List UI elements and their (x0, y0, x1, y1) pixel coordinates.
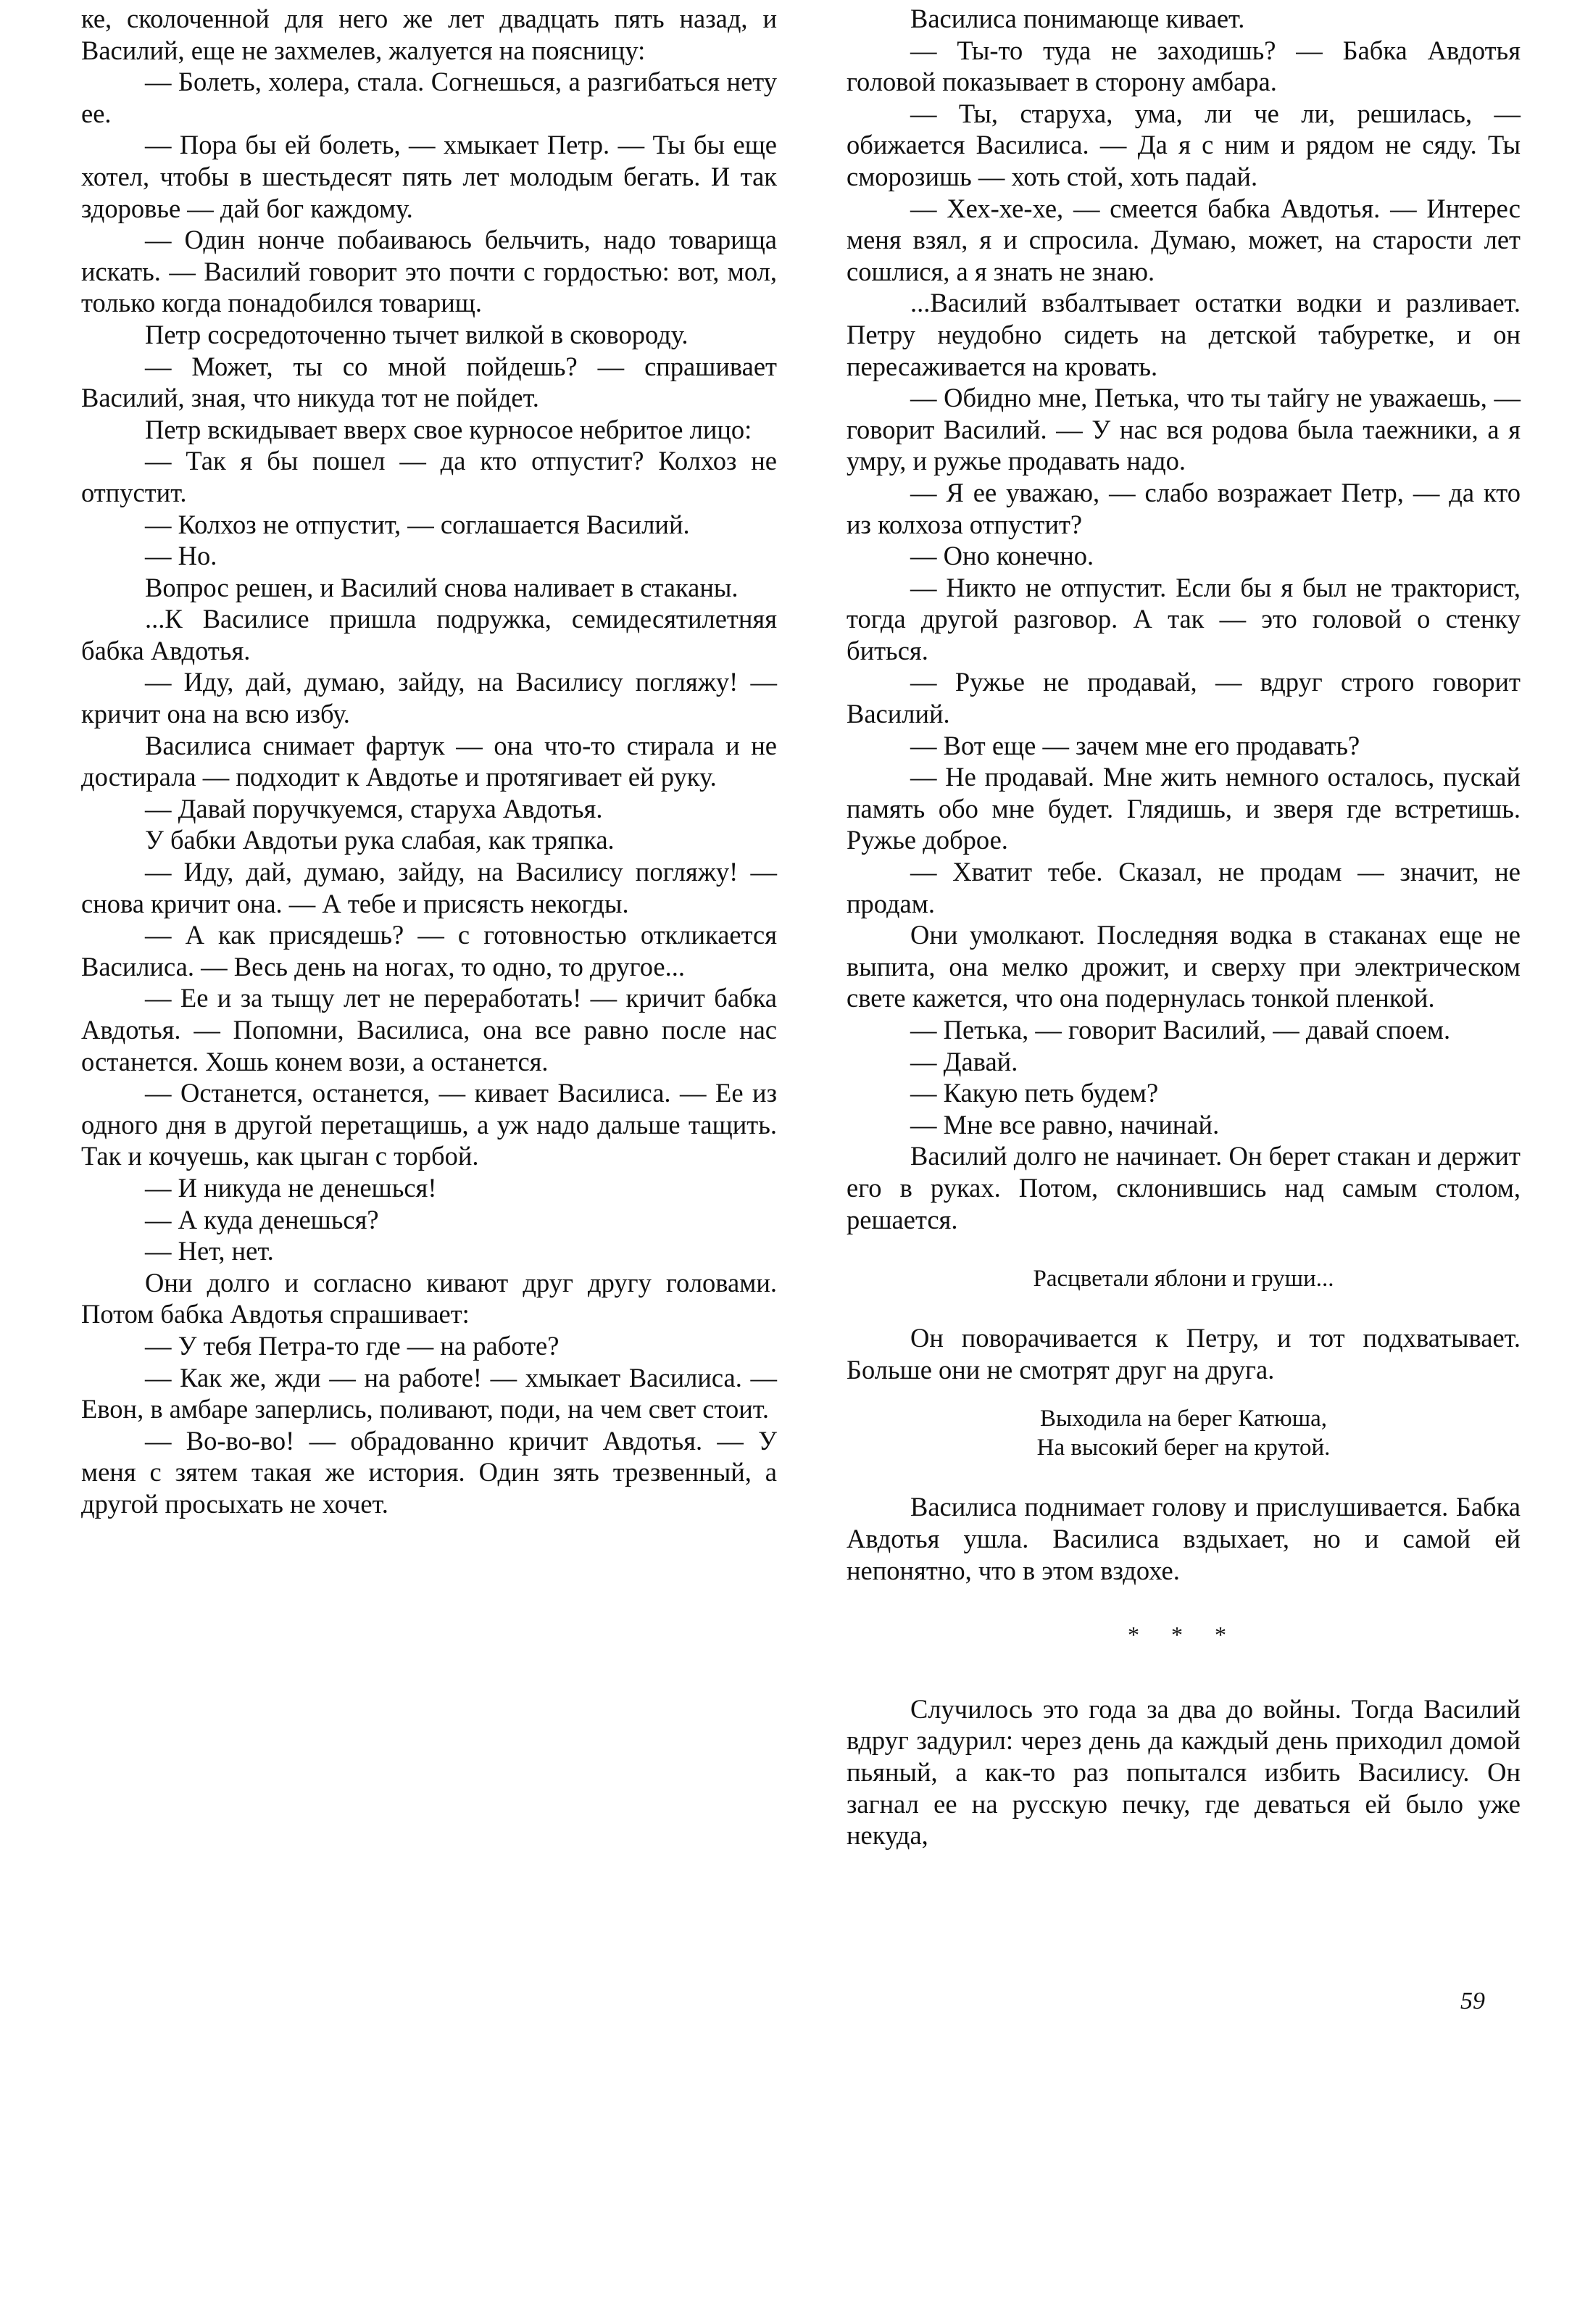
paragraph: — Так я бы пошел — да кто отпустит? Колхоз не отпустит. (81, 446, 777, 507)
song-line: Расцветали яблони и груши... (1033, 1266, 1334, 1292)
paragraph: — Ружье не продавай, — вдруг строго говорит Василий. (847, 667, 1521, 729)
paragraph: — Никто не отпустит. Если бы я был не тракторист, тогда другой разговор. А так — это головой о стенку биться. (847, 572, 1521, 665)
paragraph: — Хех-хе-хе, — смеется бабка Авдотья. — Интерес меня взял, я и спросила. Думаю, может, на старости лет сошлися, а я знать не знаю. (847, 193, 1521, 286)
paragraph: — Один нонче побаиваюсь бельчить, надо товарища искать. — Василий говорит это почти с гордостью: вот, мол, только когда понадобился товарищ. (81, 225, 777, 318)
paragraph: ...К Василисе пришла подружка, семидесятилетняя бабка Авдотья. (81, 604, 777, 665)
right-text-column (847, 3, 1521, 1851)
paragraph: Они умолкают. Последняя водка в стаканах еще не выпита, она мелко дрожит, и сверху при электрическом свете кажется, что она подернулась тонкой пленкой. (847, 920, 1521, 1013)
paragraph: Они долго и согласно кивают друг другу головами. Потом бабка Авдотья спрашивает: (81, 1267, 777, 1329)
paragraph: — Как же, жди — на работе! — хмыкает Василиса. — Евон, в амбаре заперлись, поливают, поди, на чем свет стоит. (81, 1362, 777, 1424)
paragraph: Случилось это года за два до войны. Тогда Василий вдруг задурил: через день да каждый день приходил домой пьяный, а как-то раз попытался избить Василису. Он загнал ее на русскую печку, где деваться ей было уже некуда, (847, 1693, 1521, 1851)
paragraph: — Ее и за тыщу лет не переработать! — кричит бабка Авдотья. — Попомни, Василиса, она все равно после нас останется. Хошь конем вози, а останется. (81, 983, 777, 1076)
paragraph: — Какую петь будем? (910, 1078, 1159, 1108)
song-line: На высокий берег на крутой. (1036, 1435, 1331, 1461)
paragraph: — Болеть, холера, стала. Согнешься, а разгибаться нету ее. (81, 67, 777, 128)
section-break: * * * (1128, 1622, 1239, 1648)
paragraph: — И никуда не денешься! (145, 1172, 437, 1203)
left-text-column (81, 3, 777, 1520)
paragraph: Василиса понимающе кивает. (910, 4, 1245, 33)
paragraph: — А куда денешься? (145, 1204, 379, 1234)
paragraph: — Давай поручкуемся, старуха Авдотья. (145, 793, 603, 823)
paragraph: Петр вскидывает вверх свое курносое небритое лицо: (145, 414, 752, 444)
paragraph: Василиса снимает фартук — она что-то стирала и не достирала — подходит к Авдотье и протягивает ей руку. (81, 730, 777, 792)
song-line: Выходила на берег Катюша, (1039, 1406, 1328, 1432)
paragraph: Он поворачивается к Петру, и тот подхватывает. Больше они не смотрят друг на друга. (847, 1323, 1521, 1385)
paragraph: — Иду, дай, думаю, зайду, на Василису погляжу! — кричит она на всю избу. (81, 667, 777, 729)
paragraph: Вопрос решен, и Василий снова наливает в стаканы. (145, 572, 739, 602)
paragraph: — У тебя Петра-то где — на работе? (145, 1330, 560, 1361)
paragraph: — Обидно мне, Петька, что ты тайгу не уважаешь, — говорит Василий. — У нас вся родова была таежники, а я умру, и ружье продавать надо. (847, 383, 1521, 476)
paragraph: У бабки Авдотьи рука слабая, как тряпка. (145, 825, 615, 855)
paragraph: Петр сосредоточенно тычет вилкой в сковороду. (145, 319, 689, 349)
paragraph: — Петька, — говорит Василий, — давай споем. (910, 1015, 1451, 1045)
paragraph: — Оно конечно. (910, 541, 1094, 571)
paragraph: — Останется, останется, — кивает Василиса. — Ее из одного дня в другой перетащишь, а уж надо дальше тащить. Так и кочуешь, как цыган с торбой. (81, 1078, 777, 1171)
paragraph: — Во-во-во! — обрадованно кричит Авдотья. — У меня с зятем такая же история. Один зять трезвенный, а другой просыхать не хочет. (81, 1425, 777, 1519)
paragraph: — Но. (145, 541, 217, 571)
paragraph: — Я ее уважаю, — слабо возражает Петр, — да кто из колхоза отпустит? (847, 477, 1521, 539)
paragraph: ...Василий взбалтывает остатки водки и разливает. Петру неудобно сидеть на детской табуретке, и он пересаживается на кровать. (847, 288, 1521, 381)
paragraph: — Ты-то туда не заходишь? — Бабка Авдотья головой показывает в сторону амбара. (847, 35, 1521, 97)
paragraph: Василиса поднимает голову и прислушивается. Бабка Авдотья ушла. Василиса вздыхает, но и самой ей непонятно, что в этом вздохе. (847, 1492, 1521, 1585)
paragraph: ке, сколоченной для него же лет двадцать пять назад, и Василий, еще не захмелев, жалуется на поясницу: (81, 4, 777, 65)
paragraph: — Давай. (910, 1046, 1018, 1076)
paragraph: — Вот еще — зачем мне его продавать? (910, 730, 1360, 760)
paragraph: — Ты, старуха, ума, ли че ли, решилась, — обижается Василиса. — Да я с ним и рядом не сяду. Ты сморозишь — хоть стой, хоть падай. (847, 98, 1521, 191)
paragraph: — Иду, дай, думаю, зайду, на Василису погляжу! — снова кричит она. — А тебе и присясть некогды. (81, 857, 777, 918)
paragraph: Василий долго не начинает. Он берет стакан и держит его в руках. Потом, склонившись над самым столом, решается. (847, 1141, 1521, 1234)
paragraph: — Колхоз не отпустит, — соглашается Василий. (145, 509, 690, 539)
paragraph: — Нет, нет. (145, 1236, 274, 1266)
paragraph: — Пора бы ей болеть, — хмыкает Петр. — Ты бы еще хотел, чтобы в шестьдесят пять лет молодым бегать. И так здоровье — дай бог каждому. (81, 130, 777, 223)
paragraph: — А как присядешь? — с готовностью откликается Василиса. — Весь день на ногах, то одно, то другое... (81, 920, 777, 982)
paragraph: — Хватит тебе. Сказал, не продам — значит, не продам. (847, 857, 1521, 918)
page-number: 59 (1460, 1988, 1485, 2014)
paragraph: — Может, ты со мной пойдешь? — спрашивает Василий, зная, что никуда тот не пойдет. (81, 351, 777, 413)
paragraph: — Не продавай. Мне жить немного осталось, пускай память обо мне будет. Глядишь, и зверя где встретишь. Ружье доброе. (847, 762, 1521, 855)
paragraph: — Мне все равно, начинай. (910, 1109, 1220, 1140)
